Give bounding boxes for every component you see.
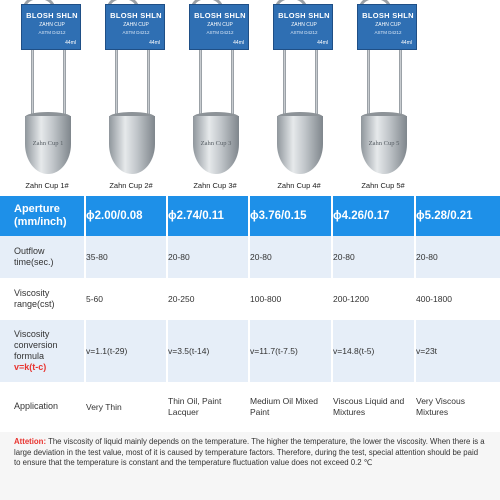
cup-body (25, 116, 71, 174)
row-label: Outflow time(sec.) (14, 245, 54, 267)
cup-engraving: Zahn Cup 5 (368, 140, 400, 147)
handle-wire (63, 50, 66, 114)
header-aperture-3: ϕ3.76/0.15 (250, 210, 307, 222)
row-label (14, 320, 84, 382)
tag-volume: 44ml (149, 40, 160, 46)
tag-standard: ASTM D4212 (290, 30, 318, 35)
tag-brand: BLOSH SHLN (278, 11, 330, 20)
tag-standard: ASTM D4212 (374, 30, 402, 35)
table-row-outflow (0, 236, 500, 278)
table-cell: v=3.5(t-14) (168, 345, 210, 356)
attention-label: Attetion: (14, 437, 47, 446)
tag-standard: ASTM D4212 (122, 30, 150, 35)
tag-brand: BLOSH SHLN (194, 11, 246, 20)
formula-accent: v=k(t-c) (14, 362, 47, 373)
table-header-row (0, 196, 500, 236)
table-cell: 5-60 (86, 293, 104, 304)
tag-volume: 44ml (65, 40, 76, 46)
cup-body (193, 116, 239, 174)
tag-model: ZAHN CUP (39, 22, 65, 28)
tag-brand: BLOSH SHLN (110, 11, 162, 20)
cup-tag (21, 4, 81, 50)
tag-standard: ASTM D4212 (206, 30, 234, 35)
attention-text: The viscosity of liquid mainly depends on the temperature. The higher the temperature, the lower the viscosity. When there is a large deviation in the test value, most of it is caused by temperature factors. Therefore, during the test, special attention should be paid to ensure that the temperature is constant and the temperature fluctuation value does not exceed 0.2 ℃ (14, 437, 485, 468)
tag-model: ZAHN CUP (207, 22, 233, 28)
table-cell: Viscous Liquid and Mixtures (333, 396, 405, 417)
table-cell: 20-80 (333, 251, 355, 262)
table-row-conversion-formula (0, 320, 500, 382)
cup-label: Zahn Cup 4# (277, 181, 321, 190)
handle-wire (399, 50, 402, 114)
zahn-cup-3 (175, 0, 255, 200)
cup-tag (273, 4, 333, 50)
table-cell: 400-1800 (416, 293, 452, 304)
tag-brand: BLOSH SHLN (26, 11, 78, 20)
table-cell: v=23t (416, 345, 438, 356)
zahn-cup-2 (91, 0, 171, 200)
table-cell: v=1.1(t-29) (86, 345, 128, 356)
header-aperture-2: ϕ2.74/0.11 (168, 210, 224, 222)
tag-brand: BLOSH SHLN (362, 11, 414, 20)
zahn-cup-1 (7, 0, 87, 200)
cup-tag (189, 4, 249, 50)
table-cell: Very Viscous Mixtures (416, 396, 465, 417)
handle-wire (115, 50, 118, 114)
table-cell: 20-250 (168, 293, 195, 304)
cup-tag (105, 4, 165, 50)
product-photo (0, 0, 500, 200)
zahn-cup-4 (259, 0, 339, 200)
tag-model: ZAHN CUP (291, 22, 317, 28)
cup-engraving: Zahn Cup 3 (200, 140, 232, 147)
row-label: Viscosity range(cst) (14, 287, 55, 309)
cup-body (361, 116, 407, 174)
handle-wire (147, 50, 150, 114)
cup-engraving: Zahn Cup 1 (32, 140, 64, 147)
header-label: Aperture (mm/inch) (14, 203, 67, 228)
table-cell: Thin Oil, Paint Lacquer (168, 396, 222, 417)
header-aperture-1: ϕ2.00/0.08 (86, 210, 143, 222)
spec-table (0, 196, 500, 432)
table-cell: v=14.8(t-5) (333, 345, 375, 356)
cup-body (277, 116, 323, 174)
table-cell: 200-1200 (333, 293, 369, 304)
handle-wire (315, 50, 318, 114)
handle-wire (283, 50, 286, 114)
header-aperture-5: ϕ5.28/0.21 (416, 210, 473, 222)
handle-wire (199, 50, 202, 114)
table-cell: 20-80 (416, 251, 438, 262)
cup-label: Zahn Cup 3# (193, 181, 237, 190)
attention-note (0, 432, 500, 500)
table-cell: Medium Oil Mixed Paint (250, 396, 319, 417)
cup-label: Zahn Cup 5# (361, 181, 405, 190)
row-label-text: Viscosity conversion formula (14, 328, 58, 361)
tag-standard: ASTM D4212 (38, 30, 66, 35)
table-row-viscosity-range (0, 278, 500, 320)
table-row-application (0, 382, 500, 432)
tag-volume: 44ml (401, 40, 412, 46)
table-cell: Very Thin (86, 401, 122, 412)
cup-body (109, 116, 155, 174)
tag-volume: 44ml (233, 40, 244, 46)
table-cell: 35-80 (86, 251, 108, 262)
cup-label: Zahn Cup 1# (25, 181, 69, 190)
cup-tag (357, 4, 417, 50)
table-cell: v=11.7(t-7.5) (250, 345, 298, 356)
row-label: Application (14, 401, 59, 412)
table-cell: 20-80 (250, 251, 272, 262)
tag-model: ZAHN CUP (123, 22, 149, 28)
handle-wire (367, 50, 370, 114)
cup-label: Zahn Cup 2# (109, 181, 153, 190)
zahn-cup-5 (343, 0, 423, 200)
table-cell: 100-800 (250, 293, 282, 304)
header-aperture-4: ϕ4.26/0.17 (333, 210, 390, 222)
tag-volume: 44ml (317, 40, 328, 46)
tag-model: ZAHN CUP (375, 22, 401, 28)
table-cell: 20-80 (168, 251, 190, 262)
handle-wire (231, 50, 234, 114)
handle-wire (31, 50, 34, 114)
